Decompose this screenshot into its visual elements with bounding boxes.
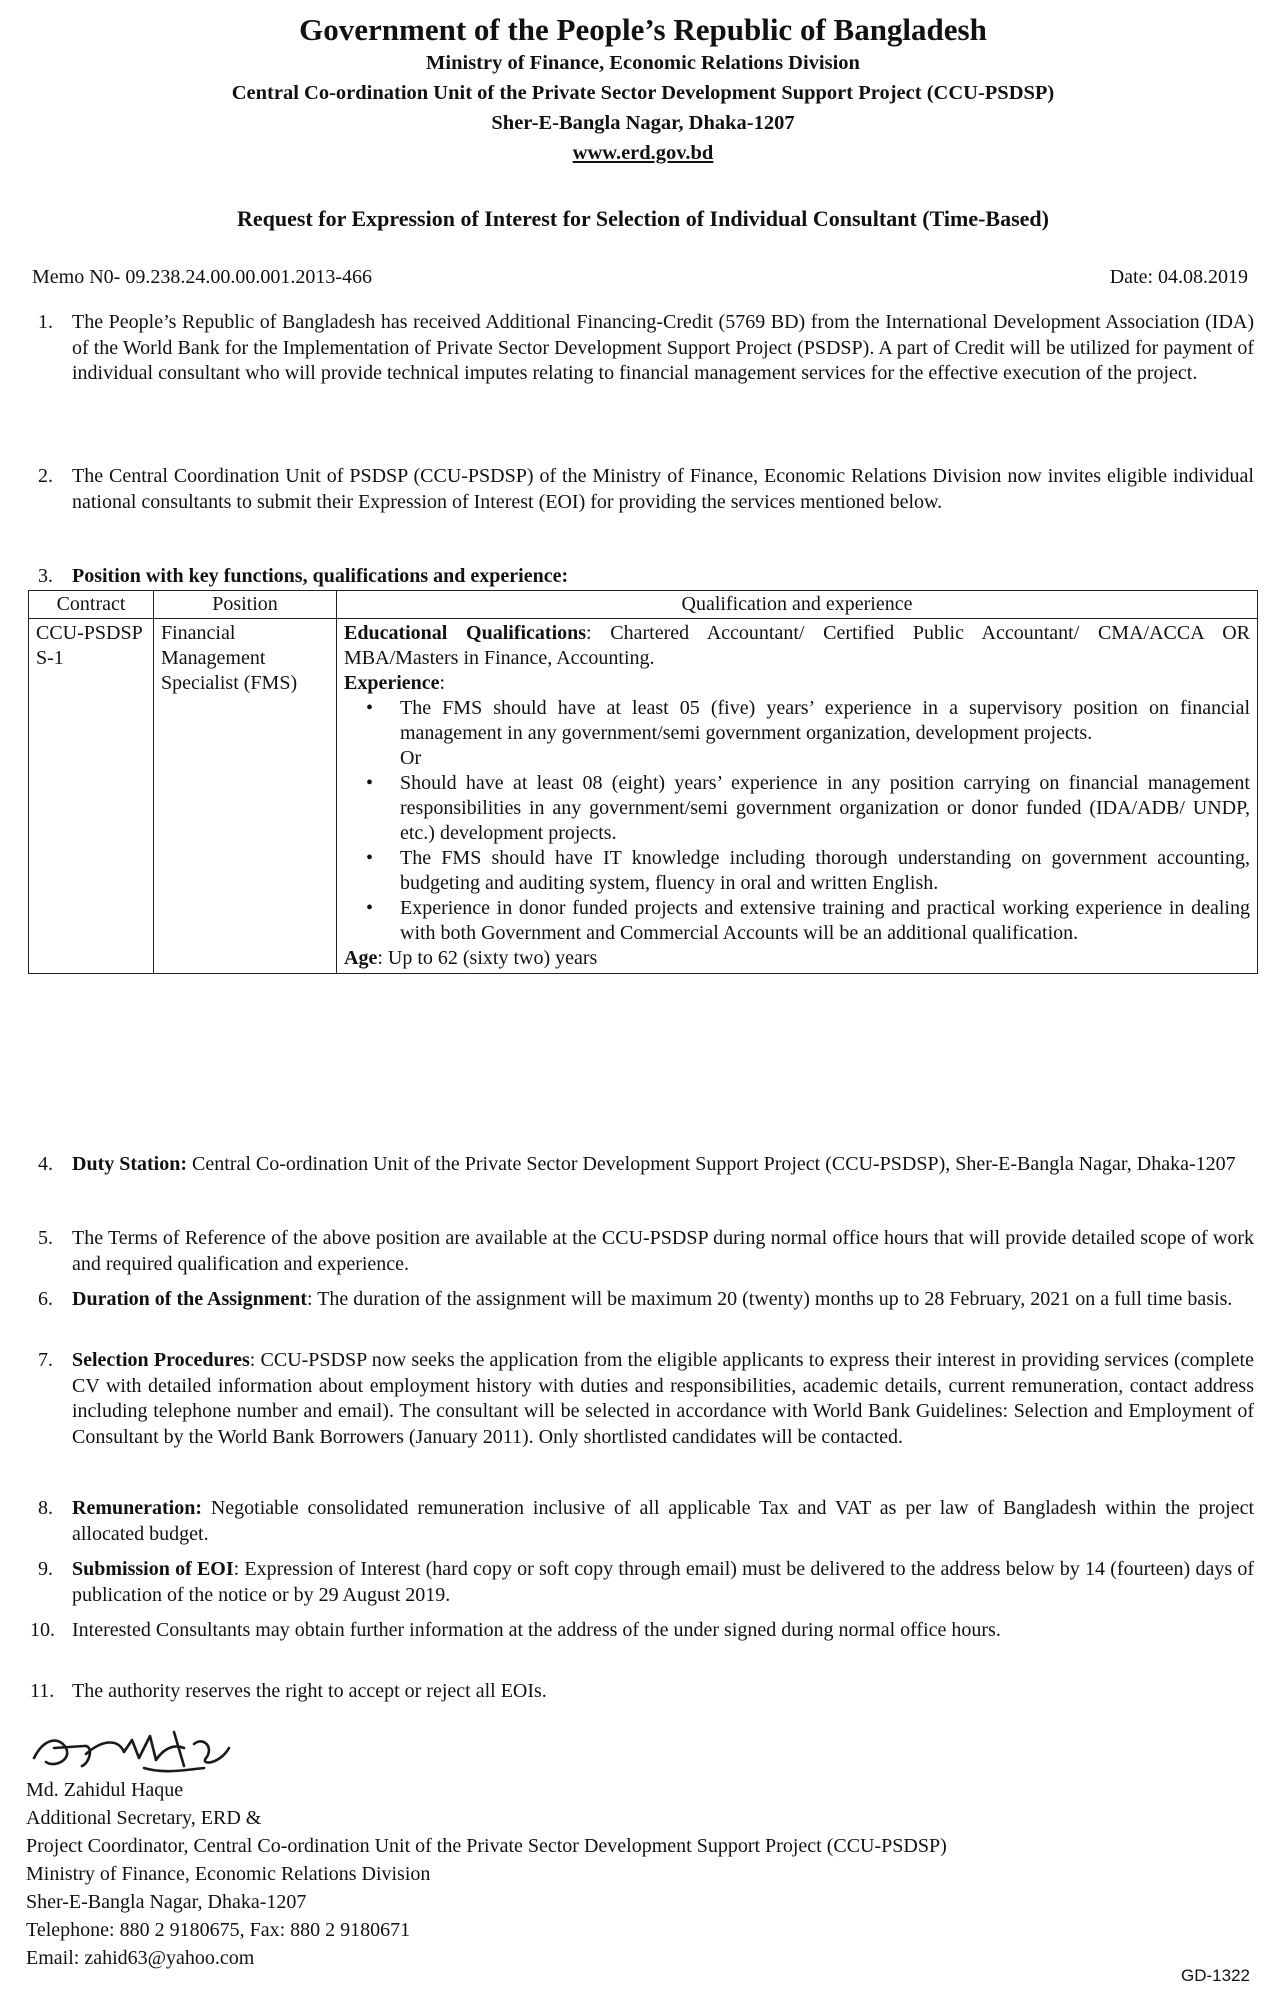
signatory-email: Email: zahid63@yahoo.com (26, 1947, 255, 1969)
educational-qualifications (344, 621, 1250, 671)
contract-cell: CCU-PSDSP S-1 (29, 619, 154, 974)
section-heading: Position with key functions, qualifications and experience: (72, 565, 569, 587)
paragraph-2 (30, 464, 1254, 515)
notice-title: Request for Expression of Interest for Selection of Individual Consultant (Time-Based) (236, 206, 1049, 231)
table-header-position: Position (154, 591, 337, 619)
edu-text: : Chartered Accountant/ Certified Public Accountant/ CMA/ACCA OR MBA/Masters in Finance, Accounting. (344, 622, 1250, 669)
paragraph-4 (30, 1152, 1254, 1178)
paragraph-number: 9. (38, 1558, 53, 1580)
header-address: Sher-E-Bangla Nagar, Dhaka-1207 (491, 112, 795, 134)
paragraph-number: 4. (38, 1153, 53, 1175)
table-header-qualification: Qualification and experience (337, 591, 1258, 619)
duty-station-label: Duty Station: (72, 1153, 188, 1175)
paragraph-text: The authority reserves the right to accept or reject all EOIs. (72, 1680, 547, 1702)
header-unit: Central Co-ordination Unit of the Private Sector Development Support Project (CCU-PSDSP) (231, 82, 1055, 104)
table-header-contract: Contract (29, 591, 154, 619)
paragraph-text: : Expression of Interest (hard copy or soft copy through email) must be delivered to the address below by 14 (fourteen) days of publication of the notice or by 29 August 2019. (72, 1558, 1254, 1606)
paragraph-text: : The duration of the assignment will be maximum 20 (twenty) months up to 28 February, 2021 on a full time basis. (307, 1288, 1233, 1310)
paragraph-text: : CCU-PSDSP now seeks the application from the eligible applicants to express their interest in providing services (complete CV with detailed information about employment history with duties and responsibilities, academic details, current remuneration, contact address including telephone number and email). The consultant will be selected in accordance with World Bank Guidelines: Selection and Employment of Consultant by the World Bank Borrowers (January 2011). Only shortlisted candidates will be contacted. (72, 1349, 1254, 1448)
paragraph-number: 8. (38, 1497, 53, 1519)
age-requirement (344, 946, 1250, 971)
selection-procedures-label: Selection Procedures (72, 1349, 250, 1371)
signatory-address: Sher-E-Bangla Nagar, Dhaka-1207 (26, 1891, 307, 1913)
list-item: • Should have at least 08 (eight) years’ experience in any position carrying on financial management responsibilities in any government/semi government organization or donor funded (IDA/ADB/ UNDP, etc.) development projects. (366, 772, 1250, 844)
experience-label: Experience (344, 672, 440, 694)
table-row (29, 619, 1258, 974)
paragraph-7 (30, 1348, 1254, 1450)
signatory-title-1: Additional Secretary, ERD & (26, 1807, 262, 1829)
experience-colon: : (439, 672, 446, 694)
paragraph-number: 2. (38, 465, 53, 487)
paragraph-text: Interested Consultants may obtain further information at the address of the under signed during normal office hours. (72, 1619, 1001, 1641)
qualification-cell (337, 619, 1258, 974)
paragraph-9 (30, 1557, 1254, 1608)
paragraph-text: The Central Coordination Unit of PSDSP (CCU-PSDSP) of the Ministry of Finance, Economic Relations Division now invites eligible individual national consultants to submit their Expression of Interest (EOI) for providing the services mentioned below. (72, 465, 1254, 513)
qualification-table (28, 590, 1258, 974)
signatory-ministry: Ministry of Finance, Economic Relations Division (26, 1863, 431, 1885)
paragraph-number: 7. (38, 1349, 53, 1371)
paragraph-text: Negotiable consolidated remuneration inclusive of all applicable Tax and VAT as per law of Bangladesh within the project allocated budget. (72, 1497, 1254, 1545)
remuneration-label: Remuneration: (72, 1497, 202, 1519)
list-item: • The FMS should have IT knowledge including thorough understanding on government accounting, budgeting and auditing system, fluency in oral and written English. (366, 847, 1250, 894)
signatory-name: Md. Zahidul Haque (26, 1779, 184, 1801)
paragraph-number: 10. (30, 1619, 55, 1641)
gd-code: GD-1322 (1181, 1966, 1250, 1985)
paragraph-text: The Terms of Reference of the above position are available at the CCU-PSDSP during normal office hours that will provide detailed scope of work and required qualification and experience. (72, 1227, 1254, 1275)
header-government: Government of the People’s Republic of Bangladesh (299, 12, 987, 47)
bullet-icon: • (366, 847, 374, 869)
list-item: • The FMS should have at least 05 (five) years’ experience in a supervisory position on financial management in any government/semi government organization, development projects. (366, 697, 1250, 744)
bullet-icon: • (366, 697, 374, 719)
age-text: : Up to 62 (sixty two) years (377, 947, 598, 969)
paragraph-5 (30, 1226, 1254, 1277)
paragraph-number: 6. (38, 1288, 53, 1310)
signatory-phone-fax: Telephone: 880 2 9180675, Fax: 880 2 9180671 (26, 1919, 411, 1941)
memo-number: Memo N0- 09.238.24.00.00.001.2013-466 (32, 266, 372, 288)
paragraph-number: 11. (30, 1680, 55, 1702)
experience-heading (344, 671, 1250, 696)
list-item: • Experience in donor funded projects and extensive training and practical working experience in dealing with both Government and Commercial Accounts will be an additional qualification. (366, 897, 1250, 944)
table-header-row (29, 591, 1258, 619)
or-separator: Or (400, 747, 422, 769)
paragraph-6 (30, 1287, 1254, 1313)
paragraph-number: 5. (38, 1227, 53, 1249)
paragraph-number: 3. (38, 565, 53, 587)
edu-label: Educational Qualifications (344, 622, 587, 644)
header-website-link[interactable]: www.erd.gov.bd (572, 142, 714, 164)
paragraph-number: 1. (38, 311, 53, 333)
paragraph-8 (30, 1496, 1254, 1547)
notice-date: Date: 04.08.2019 (1109, 266, 1248, 288)
experience-list (344, 696, 1250, 746)
paragraph-10 (30, 1618, 1254, 1644)
paragraph-1 (30, 310, 1254, 387)
position-cell: Financial Management Specialist (FMS) (154, 619, 337, 974)
header-ministry: Ministry of Finance, Economic Relations Division (426, 52, 860, 74)
age-label: Age (344, 947, 378, 969)
paragraph-text: The People’s Republic of Bangladesh has received Additional Financing-Credit (5769 BD) from the International Development Association (IDA) of the World Bank for the Implementation of Private Sector Development Support Project (PSDSP). A part of Credit will be utilized for payment of individual consultant who will provide technical imputes relating to financial management services for the effective execution of the project. (72, 311, 1254, 384)
bullet-icon: • (366, 897, 374, 919)
paragraph-11 (30, 1679, 1254, 1705)
submission-label: Submission of EOI (72, 1558, 234, 1580)
paragraph-text: Central Co-ordination Unit of the Private Sector Development Support Project (CCU-PSDSP), Sher-E-Bangla Nagar, Dhaka-1207 (187, 1153, 1236, 1175)
signatory-title-2: Project Coordinator, Central Co-ordination Unit of the Private Sector Development Support Project (CCU-PSDSP) (26, 1835, 947, 1857)
experience-list-continued (344, 771, 1250, 946)
duration-label: Duration of the Assignment (72, 1288, 308, 1310)
bullet-icon: • (366, 772, 374, 794)
paragraph-3 (30, 564, 1254, 590)
